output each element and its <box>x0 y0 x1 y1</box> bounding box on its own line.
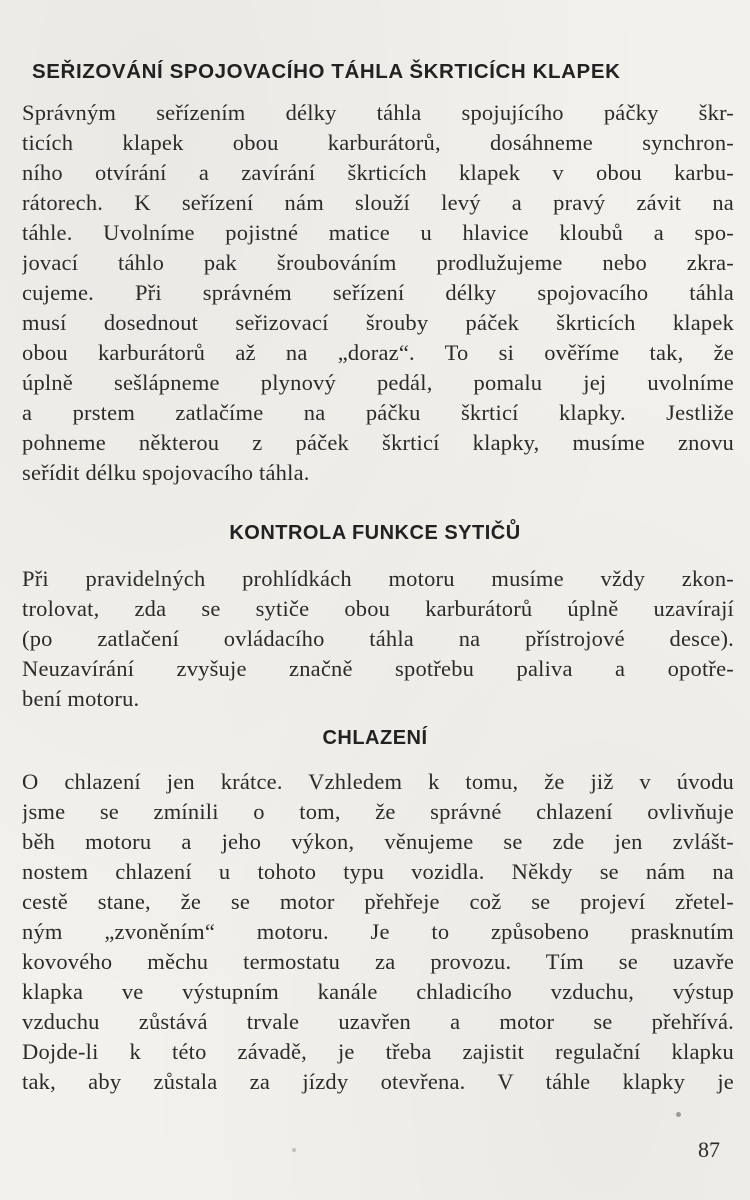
text-line: cujeme. Při správném seřízení délky spojovacího táhla <box>22 280 734 305</box>
section-heading-throttle-linkage: SEŘIZOVÁNÍ SPOJOVACÍHO TÁHLA ŠKRTICÍCH KLAPEK <box>32 60 621 83</box>
text-line: O chlazení jen krátce. Vzhledem k tomu, že již v úvodu <box>22 769 734 794</box>
text-line: Při pravidelných prohlídkách motoru musíme vždy zkon- <box>22 566 734 591</box>
paragraph-choke-check <box>22 564 734 714</box>
text-line: seřídit délku spojovacího táhla. <box>22 460 310 485</box>
page-number: 87 <box>698 1137 720 1162</box>
paragraph-throttle-linkage <box>22 98 734 488</box>
text-line: Správným seřízením délky táhla spojujícího páčky škr- <box>22 100 734 125</box>
print-speck <box>676 1112 681 1117</box>
text-line: Dojde-li k této závadě, je třeba zajistit regulační klapku <box>22 1039 734 1064</box>
text-line: trolovat, zda se sytiče obou karburátorů úplně uzavírají <box>22 596 734 621</box>
text-line: ního otvírání a zavírání škrticích klapek v obou karbu- <box>22 160 734 185</box>
text-line: nostem chlazení u tohoto typu vozidla. Někdy se nám na <box>22 859 734 884</box>
text-line: Neuzavírání zvyšuje značně spotřebu paliva a opotře- <box>22 656 734 681</box>
text-line: a prstem zatlačíme na páčku škrticí klapky. Jestliže <box>22 400 734 425</box>
text-line: obou karburátorů až na „doraz“. To si ověříme tak, že <box>22 340 734 365</box>
text-line: ticích klapek obou karburátorů, dosáhneme synchron- <box>22 130 734 155</box>
text-line: pohneme některou z páček škrticí klapky, musíme znovu <box>22 430 734 455</box>
text-line: táhle. Uvolníme pojistné matice u hlavice kloubů a spo- <box>22 220 734 245</box>
text-line: (po zatlačení ovládacího táhla na přístrojové desce). <box>22 626 734 651</box>
text-line: běh motoru a jeho výkon, věnujeme se zde jen zvlášt- <box>22 829 734 854</box>
text-line: bení motoru. <box>22 686 140 711</box>
text-line: klapka ve výstupním kanále chladicího vzduchu, výstup <box>22 979 734 1004</box>
text-line: úplně sešlápneme plynový pedál, pomalu jej uvolníme <box>22 370 734 395</box>
text-line: vzduchu zůstává trvale uzavřen a motor se přehřívá. <box>22 1009 734 1034</box>
text-line: rátorech. K seřízení nám slouží levý a pravý závit na <box>22 190 734 215</box>
text-line: tak, aby zůstala za jízdy otevřena. V táhle klapky je <box>22 1069 734 1094</box>
section-heading-choke-check: KONTROLA FUNKCE SYTIČŮ <box>229 522 521 544</box>
text-line: kovového měchu termostatu za provozu. Tím se uzavře <box>22 949 734 974</box>
text-line: ným „zvoněním“ motoru. Je to způsobeno prasknutím <box>22 919 734 944</box>
print-speck <box>292 1148 296 1152</box>
section-heading-cooling: CHLAZENÍ <box>322 727 428 749</box>
text-line: musí dosednout seřizovací šrouby páček škrticích klapek <box>22 310 734 335</box>
paragraph-cooling <box>22 767 734 1097</box>
text-line: jovací táhlo pak šroubováním prodlužujeme nebo zkra- <box>22 250 734 275</box>
text-line: cestě stane, že se motor přehřeje což se projeví zřetel- <box>22 889 734 914</box>
text-line: jsme se zmínili o tom, že správné chlazení ovlivňuje <box>22 799 734 824</box>
